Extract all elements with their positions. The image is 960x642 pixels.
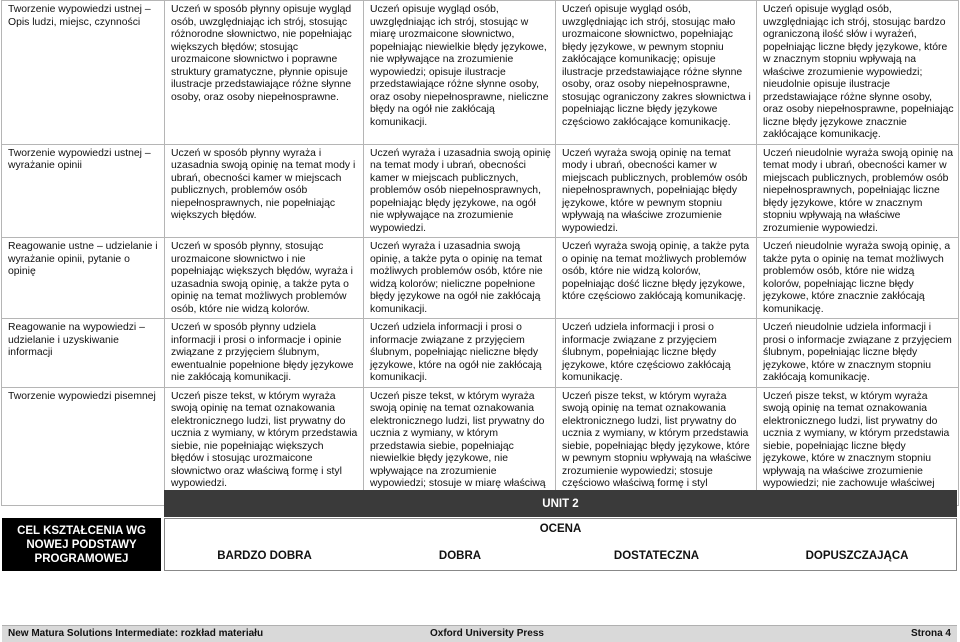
grade-dopuszczajaca-cell: Uczeń nieudolnie wyraża swoją opinię na temat mody i ubrań, obecności kamer w miejscach publicznych, problemów osób niepełnosprawnych, popełniając liczne błędy językowe, które w znacznym stopniu wpływają na właściwe zrozumienie wypowiedzi. — [757, 144, 959, 238]
grade-dopuszczajaca-cell: Uczeń nieudolnie wyraża swoją opinię, a także pyta o opinię na temat możliwych problemów osób, które nie widzą kolorów, popełniając liczne błędy językowe, które znacznie zakłócają komunikację. — [757, 238, 959, 319]
grade-dostateczna-cell: Uczeń opisuje wygląd osób, uwzględniając ich strój, stosując mało urozmaicone słownictwo, popełniając błędy językowe, w pewnym stopniu zakłócające komunikację; opisuje ilustracje przedstawiające różne słynne osoby, oraz osoby niepełnosprawne, stosując ograniczony zakres słownictwa i popełniając liczne błędy językowe częściowo zakłócające komunikację. — [556, 1, 757, 145]
footer-page-number: Strona 4 — [910, 628, 951, 639]
grade-dostateczna-cell: Uczeń pisze tekst, w którym wyraża swoją opinię na temat oznakowania elektronicznego ludzi, list prywatny do ucznia z wymiany, w którym przedstawia siebie, popełniając błędy językowe, które w pewnym stopniu wpływają na właściwe zrozumienie wypowiedzi; stosuje częściowo właściwą formę i styl — [556, 387, 757, 506]
ocena-header — [164, 518, 957, 571]
grade-dobra-cell: Uczeń wyraża i uzasadnia swoją opinię, a także pyta o opinię na temat możliwych problemów osób, które nie widzą kolorów; nieliczne popełnione błędy językowe na ogół nie zakłócają komunikacji. — [364, 238, 556, 319]
grade-dostateczna-cell: Uczeń wyraża swoją opinię na temat mody i ubrań, obecności kamer w miejscach publicznych, problemów osób niepełnosprawnych, popełniając błędy językowe, które w pewnym stopniu wpływają na właściwe zrozumienie wypowiedzi. — [556, 144, 757, 238]
grade-bardzo-dobra-cell: Uczeń w sposób płynny, stosując urozmaicone słownictwo i nie popełniając większych błędów, wyraża i uzasadnia swoją opinię, a także pyta o opinię na temat możliwych problemów osób, które nie widzą kolorów. — [165, 238, 364, 319]
page-footer — [2, 625, 957, 642]
footer-title: New Matura Solutions Intermediate: rozkład materiału — [8, 628, 264, 639]
grade-dobra-cell: Uczeń pisze tekst, w którym wyraża swoją opinię na temat oznakowania elektronicznego ludzi, list prywatny do ucznia z wymiany, w którym przedstawia siebie, popełniając niewielkie błędy językowe, nie wpływające na zrozumienie wypowiedzi; stosuje w miarę właściwą — [364, 387, 556, 506]
grade-dopuszczajaca-cell: Uczeń pisze tekst, w którym wyraża swoją opinię na temat oznakowania elektronicznego ludzi, list prywatny do ucznia z wymiany, w którym przedstawia siebie, popełniając liczne błędy językowe, które w znacznym stopniu wpływają na właściwe zrozumienie wypowiedzi; nie zachowuje właściwej — [757, 387, 959, 506]
ocena-title: OCENA — [539, 523, 582, 535]
grade-dobra-cell: Uczeń udziela informacji i prosi o informacje związane z przyjęciem ślubnym, popełniając nieliczne błędy językowe, które na ogół nie zakłócają komunikacji. — [364, 319, 556, 388]
grade-header-dopuszczajaca: DOPUSZCZAJĄCA — [805, 550, 909, 562]
grade-dostateczna-cell: Uczeń udziela informacji i prosi o informacje związane z przyjęciem ślubnym, popełniając liczne błędy językowe, które częściowo zakłócają komunikację. — [556, 319, 757, 388]
table-row — [2, 144, 959, 238]
grade-bardzo-dobra-cell: Uczeń w sposób płynny opisuje wygląd osób, uwzględniając ich strój, stosując różnorodne słownictwo, nie popełniając większych błędów; stosując urozmaicone słownictwo i poprawne struktury gramatyczne, płynnie opisuje ilustracje przedstawiające różne słynne osoby, oraz osoby niepełnosprawne. — [165, 1, 364, 145]
grade-header-dostateczna: DOSTATECZNA — [613, 550, 700, 562]
objective-cell: Tworzenie wypowiedzi ustnej – Opis ludzi, miejsc, czynności — [2, 1, 165, 145]
table-row — [2, 1, 959, 145]
grade-header-bardzo-dobra: BARDZO DOBRA — [217, 550, 312, 562]
objective-cell: Reagowanie ustne – udzielanie i wyrażanie opinii, pytanie o opinię — [2, 238, 165, 319]
rubric-table — [1, 0, 959, 506]
cel-header: CEL KSZTAŁCENIA WG NOWEJ PODSTAWY PROGRAMOWEJ — [2, 518, 161, 571]
grade-dobra-cell: Uczeń wyraża i uzasadnia swoją opinię na temat mody i ubrań, obecności kamer w miejscach publicznych, problemów osób niepełnosprawnych, popełniając błędy językowe, na ogół nie wpływające na zrozumienie wypowiedzi. — [364, 144, 556, 238]
table-row — [2, 387, 959, 506]
table-row — [2, 319, 959, 388]
objective-cell: Tworzenie wypowiedzi ustnej – wyrażanie opinii — [2, 144, 165, 238]
footer-publisher: Oxford University Press — [430, 628, 544, 639]
objective-cell: Reagowanie na wypowiedzi – udzielanie i uzyskiwanie informacji — [2, 319, 165, 388]
grade-dobra-cell: Uczeń opisuje wygląd osób, uwzględniając ich strój, stosując w miarę urozmaicone słownictwo, popełniając niewielkie błędy językowe, nie wpływające na zrozumienie wypowiedzi; opisuje ilustracje przedstawiające różne słynne osoby, oraz osoby niepełnosprawne, nieliczne błędy na ogół nie zakłócają komunikacji. — [364, 1, 556, 145]
grade-dostateczna-cell: Uczeń wyraża swoją opinię, a także pyta o opinię na temat możliwych problemów osób, które nie widzą kolorów, popełniając dość liczne błędy językowe, które częściowo zakłócają komunikację. — [556, 238, 757, 319]
unit-header: UNIT 2 — [164, 490, 957, 517]
grade-bardzo-dobra-cell: Uczeń w sposób płynny udziela informacji i prosi o informacje i opinie związane z przyjęciem ślubnym, ewentualnie popełnione błędy językowe nie zakłócają komunikacji. — [165, 319, 364, 388]
grade-bardzo-dobra-cell: Uczeń w sposób płynny wyraża i uzasadnia swoją opinię na temat mody i ubrań, obecności kamer w miejscach publicznych, problemów osób niepełnosprawnych, nie popełniając większych błędów. — [165, 144, 364, 238]
grade-dopuszczajaca-cell: Uczeń nieudolnie udziela informacji i prosi o informacje związane z przyjęciem ślubnym, popełniając liczne błędy językowe, które w znacznym stopniu zakłócają komunikację. — [757, 319, 959, 388]
objective-cell: Tworzenie wypowiedzi pisemnej — [2, 387, 165, 506]
table-row — [2, 238, 959, 319]
grade-bardzo-dobra-cell: Uczeń pisze tekst, w którym wyraża swoją opinię na temat oznakowania elektronicznego ludzi, list prywatny do ucznia z wymiany, w którym przedstawia siebie, nie popełniając większych błędów i stosując urozmaicone słownictwo oraz właściwą formę i styl wypowiedzi. — [165, 387, 364, 506]
grade-header-dobra: DOBRA — [438, 550, 482, 562]
grade-dopuszczajaca-cell: Uczeń opisuje wygląd osób, uwzględniając ich strój, stosując bardzo ograniczoną ilość słów i wyrażeń, popełniając liczne błędy językowe, które w znacznym stopniu wpływają na właściwe zrozumienie wypowiedzi; nieudolnie opisuje ilustracje przedstawiające różne słynne osoby, oraz osoby niepełnosprawne, popełniając liczne błędy językowe znacznie zakłócające komunikację. — [757, 1, 959, 145]
